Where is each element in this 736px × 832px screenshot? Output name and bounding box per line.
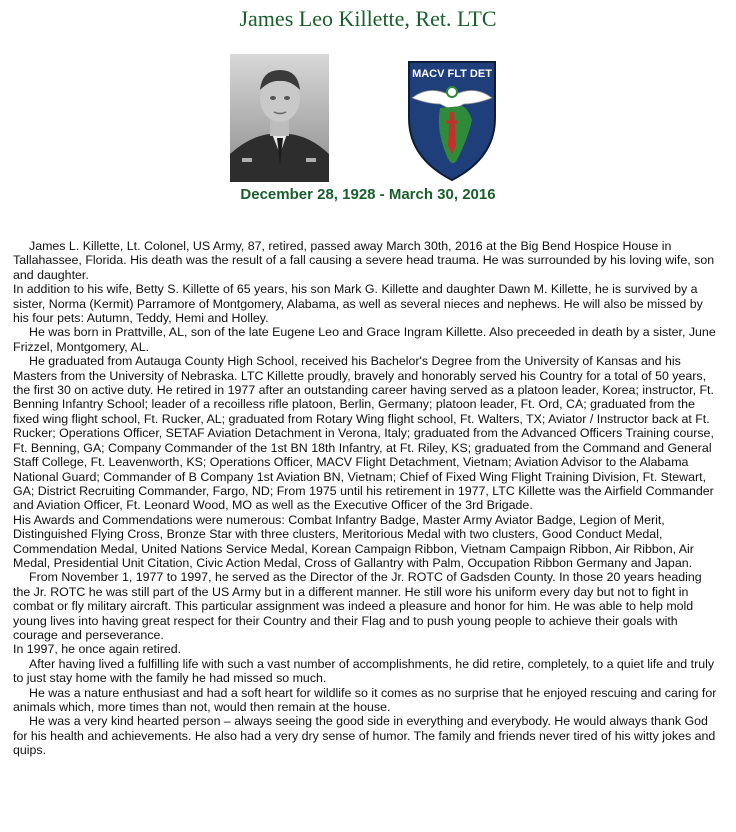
obituary-text <box>13 239 721 758</box>
obituary-paragraph: From November 1, 1977 to 1997, he served as the Director of the Jr. ROTC of Gadsden County. In those 20 years heading the Jr. ROTC he was still part of the US Army but in a different manner. He still wore his uniform every day but not to fight in combat or fly military aircraft. This particular assignment was indeed a pleasure and honor for him. He was able to help mold young lives into having great respect for their Country and their Flag and to push young people to achieve their goals with courage and perseverance. <box>13 570 702 642</box>
obituary-paragraph: His Awards and Commendations were numerous: Combat Infantry Badge, Master Army Aviator Badge, Legion of Merit, Distinguished Flying Cross, Bronze Star with three clusters, Meritorious Medal with two clusters, Good Conduct Medal, Commendation Medal, United Nations Service Medal, Korean Campaign Ribbon, Vietnam Campaign Ribbon, Air Ribbon, Air Medal, Presidential Unit Citation, Civic Action Medal, Cross of Gallantry with Palm, Occupation Ribbon Germany and Japan. <box>13 512 694 570</box>
obituary-paragraph: James L. Killette, Lt. Colonel, US Army, 87, retired, passed away March 30th, 2016 at the Big Bend Hospice House in Tallahassee, Florida. His death was the result of a fall causing a severe head trauma. He was surrounded by his loving wife, son and daughter. <box>13 239 715 282</box>
obituary-paragraph: After having lived a fulfilling life with such a vast number of accomplishments, he did retire, completely, to a quiet life and truly to just stay home with the family he had missed so much. <box>13 656 715 686</box>
portrait-photo <box>230 54 329 182</box>
portrait-image <box>230 54 329 182</box>
page-title: James Leo Killette, Ret. LTC <box>239 6 497 31</box>
life-dates: December 28, 1928 - March 30, 2016 <box>240 186 496 203</box>
obituary-paragraph: In 1997, he once again retired. <box>13 642 182 657</box>
obituary-paragraph: In addition to his wife, Betty S. Killette of 65 years, his son Mark G. Killette and daughter Dawn M. Killette, he is survived by a sister, Norma (Kermit) Parramore of Montgomery, Alabama, as well as several nieces and nephews. He will also be missed by his four pets: Autumn, Teddy, Hemi and Holley. <box>13 282 703 326</box>
obituary-paragraph: He was a nature enthusiast and had a soft heart for wildlife so it comes as no surprise that he enjoyed rescuing and caring for animals which, more times than not, would then remain at the house. <box>13 685 717 714</box>
obituary-paragraph: He was a very kind hearted person – always seeing the good side in everything and everybody. He would always thank God for his health and achievements. He also had a very dry sense of humor. The family and friends never tired of his witty jokes and quips. <box>13 714 716 758</box>
obituary-paragraph: He was born in Prattville, AL, son of the late Eugene Leo and Grace Ingram Killette. Also preceeded in death by a sister, June Frizzel, Montgomery, AL. <box>13 325 716 354</box>
patch-text: MACV FLT DET <box>412 68 492 80</box>
unit-patch <box>406 58 498 184</box>
obituary-paragraph: He graduated from Autauga County High School, received his Bachelor's Degree from the University of Kansas and his Masters from the University of Nebraska. LTC Killette proudly, bravely and honorably served his Country for a total of 50 years, the first 30 on active duty. He retired in 1977 after an outstanding career having served as a platoon leader, Korea; instructor, Ft. Benning Infantry School; leader of a recoilless rifle platoon, Berlin, Germany; platoon leader, Ft. Ord, CA; graduated from the fixed wing flight school, Ft. Rucker, AL; graduated from Rotary Wing flight school, Ft. Walters, TX; Aviator / Instructor back at Ft. Rucker; Operations Officer, SETAF Aviation Detachment in Verona, Italy; graduated from the Advanced Officers Training course, Ft. Benning, GA; Company Commander of the 1st BN 18th Infantry, at Ft. Riley, KS; graduated from the Command and General Staff College, Ft. Leavenworth, KS; Operations Officer, MACV Flight Detachment, Vietnam; Aviation Advisor to the Alabama National Guard; Commander of B Company 1st Aviation BN, Vietnam; Chief of Fixed Wing Flight Training Division, Ft. Stewart, GA; District Recruiting Commander, Fargo, ND; From 1975 until his retirement in 1977, LTC Killette was the Airfield Commander and Aviation Officer, Ft. Leonard Wood, MO as well as the Executive Officer of the 3rd Brigade. <box>13 354 714 513</box>
macv-flight-detachment-patch-icon <box>406 58 498 184</box>
